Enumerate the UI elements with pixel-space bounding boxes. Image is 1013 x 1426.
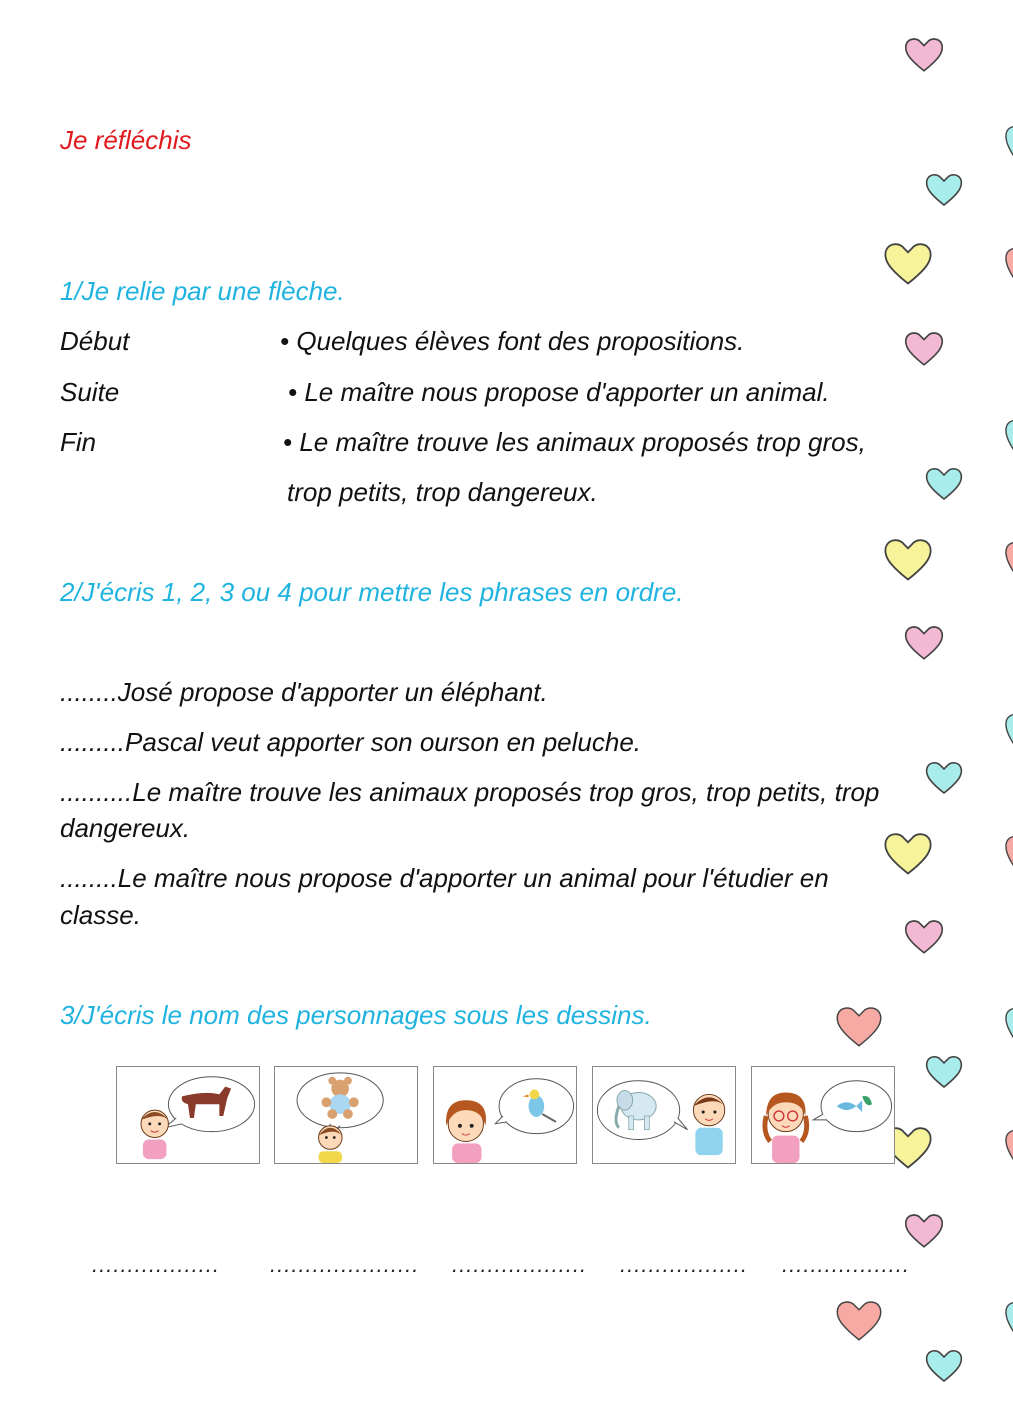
heart-icon [903, 1212, 945, 1250]
exercise-1-instruction: 1/Je relie par une flèche. [60, 276, 345, 306]
heart-icon [994, 540, 1013, 580]
heart-icon [924, 1344, 964, 1388]
exercise-3-instruction: 3/J'écris le nom des personnages sous les dessins. [60, 1000, 652, 1030]
order-sentence-4: ........Le maître nous propose d'apporter un animal pour l'étudier en [60, 863, 829, 893]
picture-boy-with-elephant [592, 1066, 736, 1164]
page-title: Je réfléchis [60, 125, 192, 155]
heart-icon [994, 418, 1013, 458]
heart-icon [882, 238, 934, 290]
order-sentence-4-continuation: classe. [60, 900, 141, 930]
order-blank[interactable]: ........ [60, 677, 118, 707]
label-suite: Suite [60, 377, 120, 407]
picture-girl-with-bird [433, 1066, 577, 1164]
match-item-1[interactable]: • Quelques élèves font des propositions. [280, 326, 745, 356]
match-item-2[interactable]: • Le maître nous propose d'apporter un animal. [288, 377, 830, 407]
heart-icon [994, 1006, 1013, 1046]
order-sentence-3: ..........Le maître trouve les animaux proposés trop gros, trop petits, trop [60, 777, 880, 807]
heart-icon [882, 828, 934, 880]
heart-icon [994, 246, 1013, 286]
picture-boy-with-horse [116, 1066, 260, 1164]
answer-blank-5[interactable]: .................. [782, 1252, 911, 1277]
exercise-2-instruction: 2/J'écris 1, 2, 3 ou 4 pour mettre les phrases en ordre. [60, 577, 684, 607]
answer-blank-2[interactable]: ..................... [270, 1252, 420, 1277]
heart-icon [903, 624, 945, 662]
heart-icon [994, 834, 1013, 874]
answer-blank-4[interactable]: .................. [620, 1252, 749, 1277]
order-blank[interactable]: ......... [60, 727, 126, 757]
heart-icon [994, 1300, 1013, 1340]
heart-icon [924, 462, 964, 506]
order-blank[interactable]: .......... [60, 777, 133, 807]
heart-icon [994, 712, 1013, 752]
order-sentence-2: .........Pascal veut apporter son ourson en peluche. [60, 727, 642, 757]
heart-icon [994, 124, 1013, 164]
heart-icon [882, 534, 934, 586]
heart-icon [924, 1050, 964, 1094]
picture-boy-with-teddy-bear [274, 1066, 418, 1164]
order-sentence-1: ........José propose d'apporter un éléphant. [60, 677, 548, 707]
heart-icon [903, 918, 945, 956]
heart-icon [834, 996, 884, 1058]
label-fin: Fin [60, 427, 97, 457]
heart-icon [834, 1290, 884, 1352]
picture-girl-with-fish [751, 1066, 895, 1164]
order-sentence-3-continuation: dangereux. [60, 813, 191, 843]
label-debut: Début [60, 326, 130, 356]
order-blank[interactable]: ........ [60, 863, 118, 893]
match-item-3[interactable]: • Le maître trouve les animaux proposés trop gros, [283, 427, 866, 457]
answer-blank-1[interactable]: .................. [92, 1252, 221, 1277]
heart-icon [994, 1128, 1013, 1168]
heart-icon [903, 330, 945, 368]
heart-icon [903, 36, 945, 74]
heart-icon [924, 756, 964, 800]
answer-blank-3[interactable]: ................... [452, 1252, 588, 1277]
heart-icon [924, 168, 964, 212]
match-item-3-continuation: trop petits, trop dangereux. [287, 477, 598, 507]
